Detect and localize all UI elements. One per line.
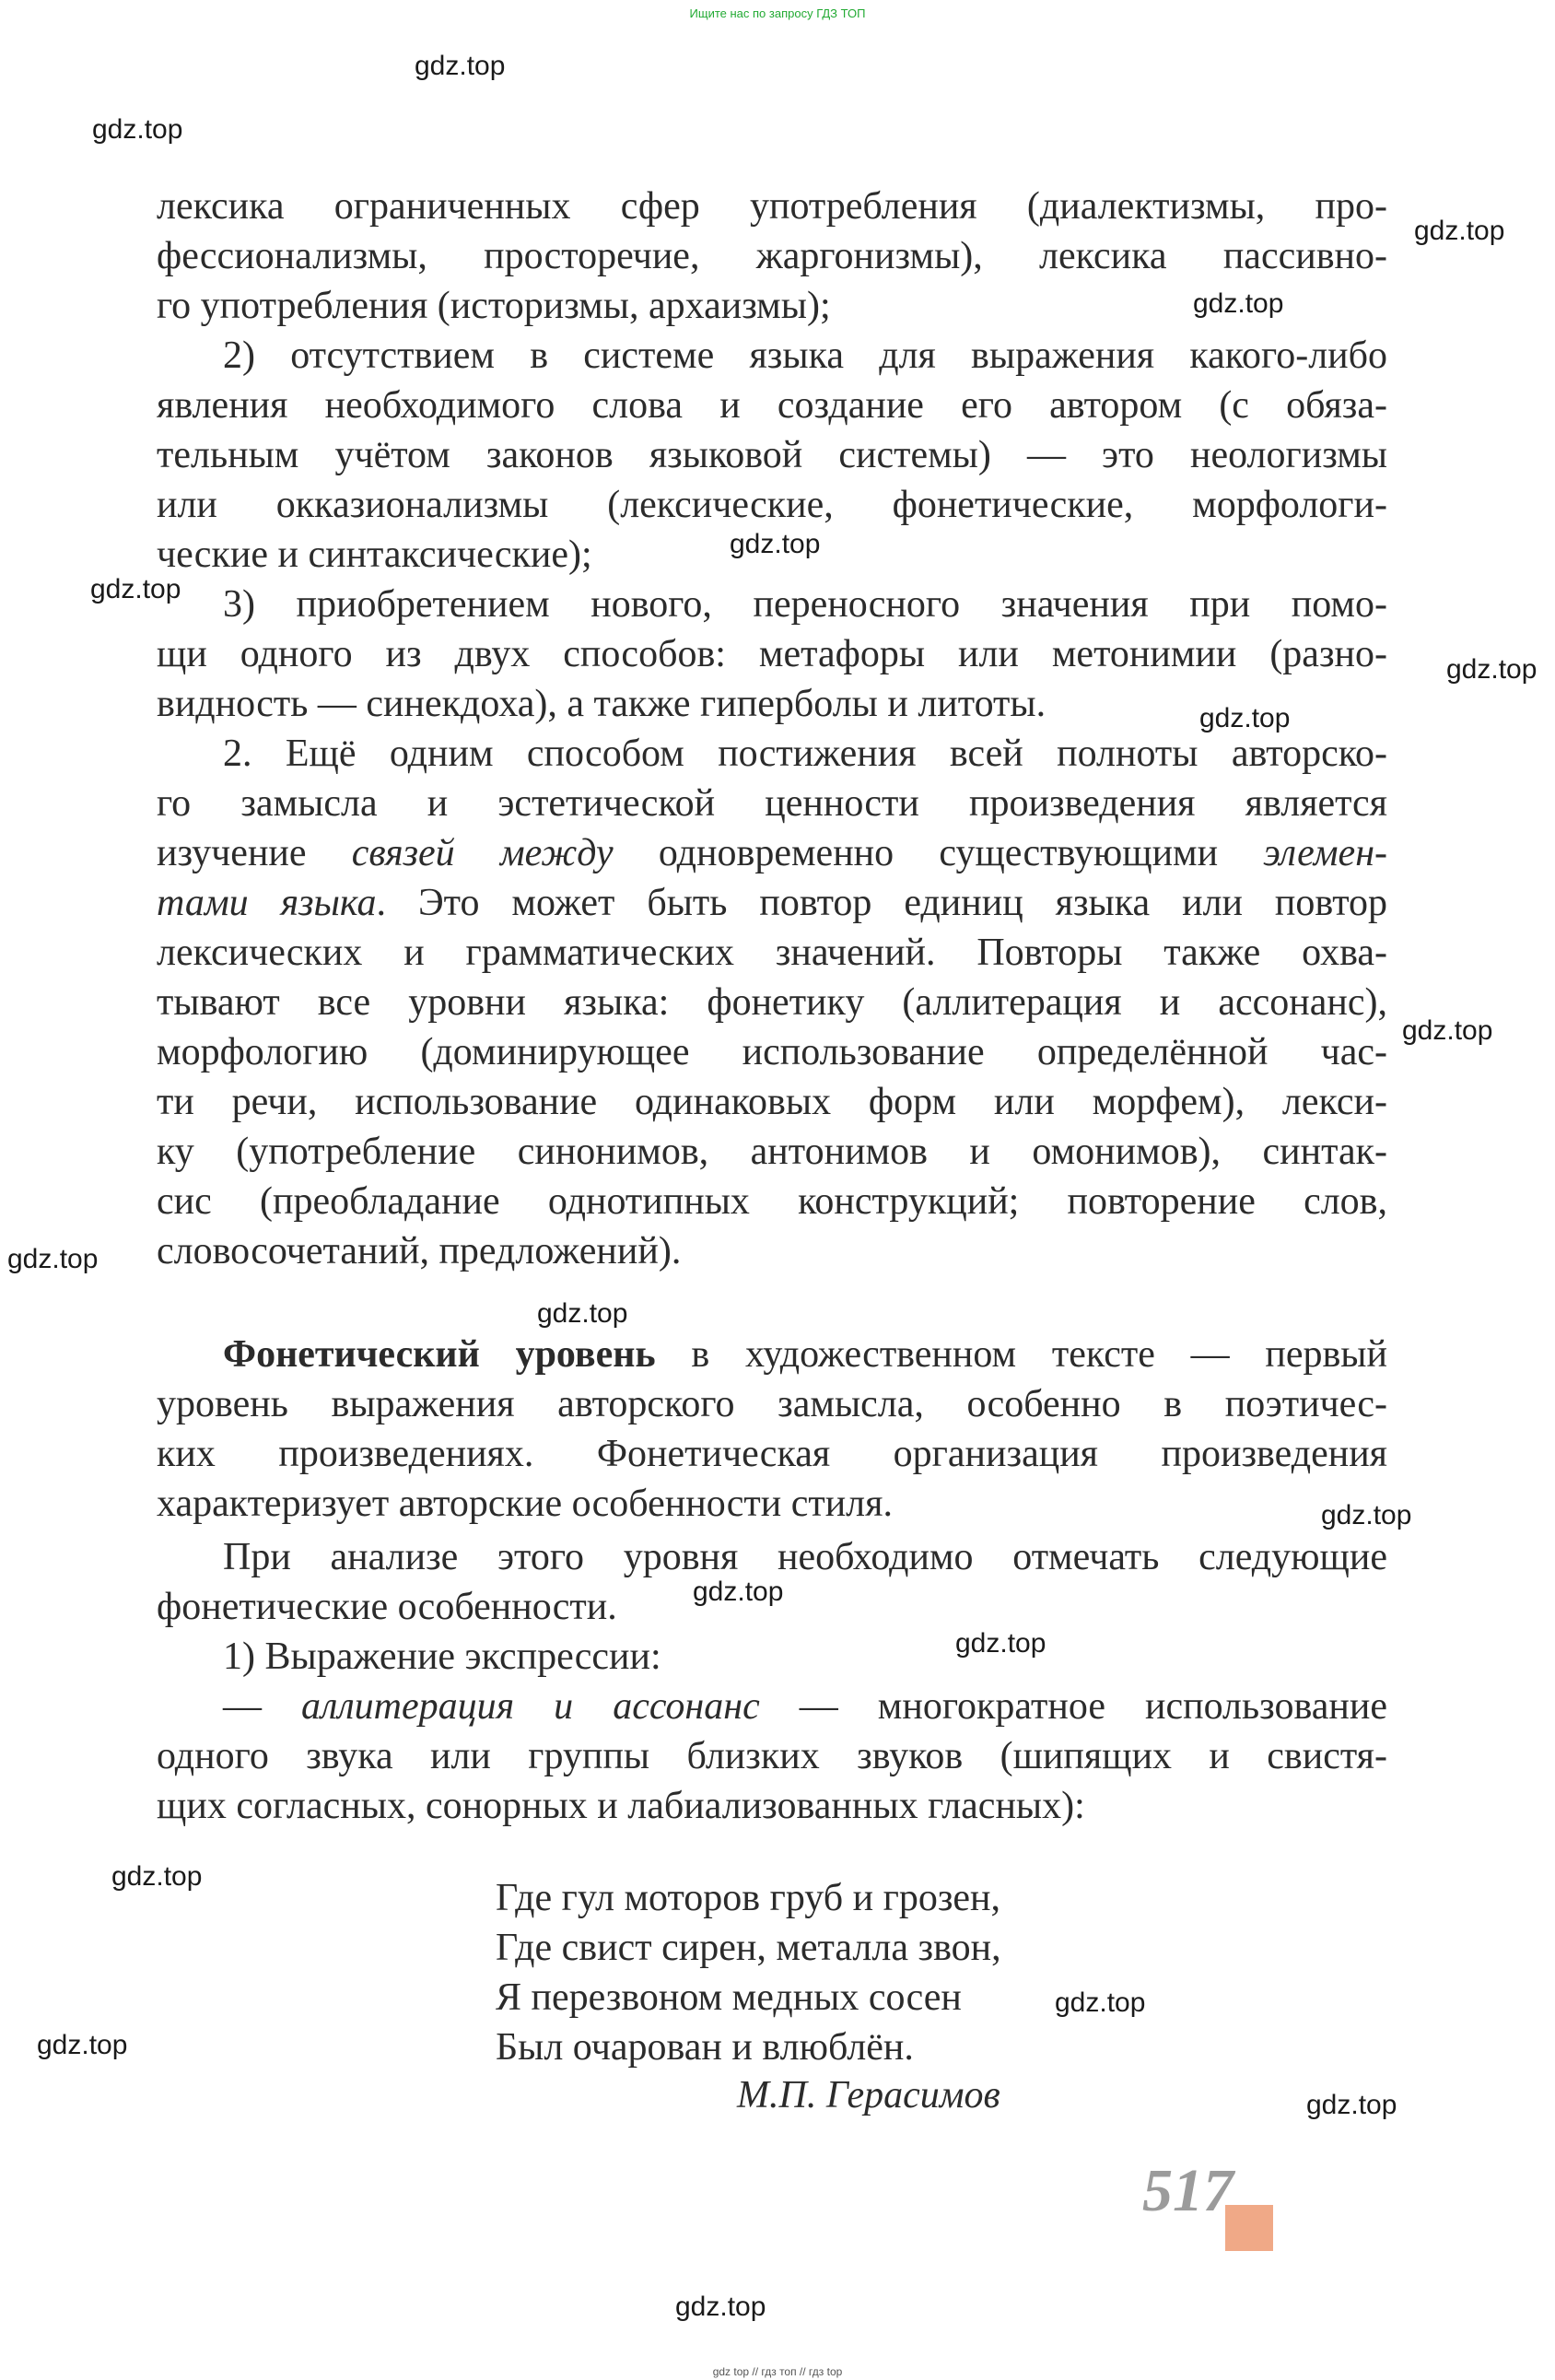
text-run: — многократное использование [759, 1685, 1387, 1728]
text-line [157, 1682, 1387, 1731]
text-line: фессионализмы, просторечие, жаргонизмы), лексика пассивно- [157, 235, 1387, 277]
bottom-footer: gdz top // гдз топ // гдз top [712, 2365, 843, 2378]
text-line: ких произведениях. Фонетическая организация произведения [157, 1433, 1387, 1475]
text-run: . Это может быть повтор единиц языка или повтор [376, 882, 1387, 924]
watermark: gdz.top [37, 2030, 128, 2060]
watermark: gdz.top [1321, 1500, 1412, 1530]
text-line: тельным учётом законов языковой системы) — это неологизмы [157, 434, 1387, 476]
italic-term: тами языка [157, 882, 377, 924]
text-line: го замысла и эстетической ценности произведения является [157, 782, 1387, 825]
text-run: в художественном тексте — первый [655, 1333, 1388, 1376]
top-banner: Ищите нас по запросу ГДЗ ТОП [689, 6, 866, 20]
watermark: gdz.top [693, 1577, 784, 1607]
watermark: gdz.top [415, 51, 506, 81]
watermark: gdz.top [537, 1298, 628, 1329]
watermark: gdz.top [1055, 1987, 1146, 2018]
text-line: щи одного из двух способов: метафоры или метонимии (разно- [157, 633, 1387, 675]
watermark: gdz.top [1446, 654, 1537, 685]
text-line: ти речи, использование одинаковых форм или морфем), лекси- [157, 1081, 1387, 1123]
text-line: лексических и грамматических значений. Повторы также охва- [157, 932, 1387, 974]
text-line: ческие и синтаксические); [157, 533, 592, 576]
poem-line: Я перезвоном медных сосен [496, 1976, 962, 2019]
watermark: gdz.top [675, 2292, 766, 2322]
text-line [157, 828, 1387, 878]
watermark: gdz.top [1402, 1015, 1493, 1046]
text-line: или окказионализмы (лексические, фонетические, морфологи- [157, 484, 1387, 526]
watermark: gdz.top [1414, 216, 1505, 246]
text-line: тывают все уровни языка: фонетику (аллитерация и ассонанс), [157, 981, 1387, 1024]
watermark: gdz.top [1193, 288, 1284, 319]
text-line: уровень выражения авторского замысла, особенно в поэтичес- [157, 1383, 1387, 1425]
text-line: щих согласных, сонорных и лабиализованных гласных): [157, 1785, 1085, 1827]
poem-author: М.П. Герасимов [737, 2074, 1000, 2116]
text-line [157, 1330, 1387, 1379]
text-line: 1) Выражение экспрессии: [223, 1636, 661, 1678]
text-line: видность — синекдоха), а также гиперболы и литоты. [157, 683, 1046, 725]
body-text-block-2 [157, 1330, 1387, 1831]
italic-term: аллитерация и ассонанс [301, 1685, 760, 1728]
text-line: характеризует авторские особенности стиля. [157, 1483, 893, 1525]
text-line: 3) приобретением нового, переносного значения при помо- [223, 583, 1387, 626]
text-line: морфологию (доминирующее использование определённой час- [157, 1031, 1387, 1073]
italic-term: элемен- [1263, 832, 1388, 874]
watermark: gdz.top [7, 1244, 99, 1274]
text-line: При анализе этого уровня необходимо отмечать следующие [223, 1536, 1387, 1578]
page-number: 517 [1142, 2157, 1233, 2224]
watermark: gdz.top [111, 1861, 203, 1892]
text-line: лексика ограниченных сфер употребления (диалектизмы, про- [157, 185, 1387, 228]
body-text-block-1 [157, 182, 1387, 1276]
watermark: gdz.top [955, 1628, 1046, 1659]
poem [496, 1873, 1001, 2072]
watermark: gdz.top [1306, 2090, 1397, 2120]
watermark: gdz.top [730, 529, 821, 559]
text-run: одновременно существующими [613, 832, 1264, 874]
text-line: фонетические особенности. [157, 1586, 617, 1628]
text-line: го употребления (историзмы, архаизмы); [157, 285, 831, 327]
poem-line: Где гул моторов груб и грозен, [496, 1877, 1001, 1919]
text-line: одного звука или группы близких звуков (шипящих и свистя- [157, 1735, 1387, 1777]
text-run: изучение [157, 832, 352, 874]
poem-line: Был очарован и влюблён. [496, 2026, 914, 2069]
term-heading: Фонетический уровень [223, 1333, 656, 1376]
text-line: 2) отсутствием в системе языка для выражения какого-либо [223, 334, 1387, 377]
watermark: gdz.top [92, 114, 183, 145]
text-line: словосочетаний, предложений). [157, 1230, 682, 1272]
poem-line: Где свист сирен, металла звон, [496, 1927, 1001, 1969]
text-run: — [223, 1685, 302, 1728]
watermark: gdz.top [90, 574, 181, 604]
text-line: явления необходимого слова и создание его автором (с обяза- [157, 384, 1387, 427]
text-line [157, 878, 1387, 928]
text-line: сис (преобладание однотипных конструкций; повторение слов, [157, 1180, 1387, 1223]
watermark: gdz.top [1199, 703, 1291, 733]
italic-term: связей между [351, 832, 614, 874]
text-line: 2. Ещё одним способом постижения всей полноты авторско- [223, 733, 1387, 775]
text-line: ку (употребление синонимов, антонимов и омонимов), синтак- [157, 1131, 1387, 1173]
